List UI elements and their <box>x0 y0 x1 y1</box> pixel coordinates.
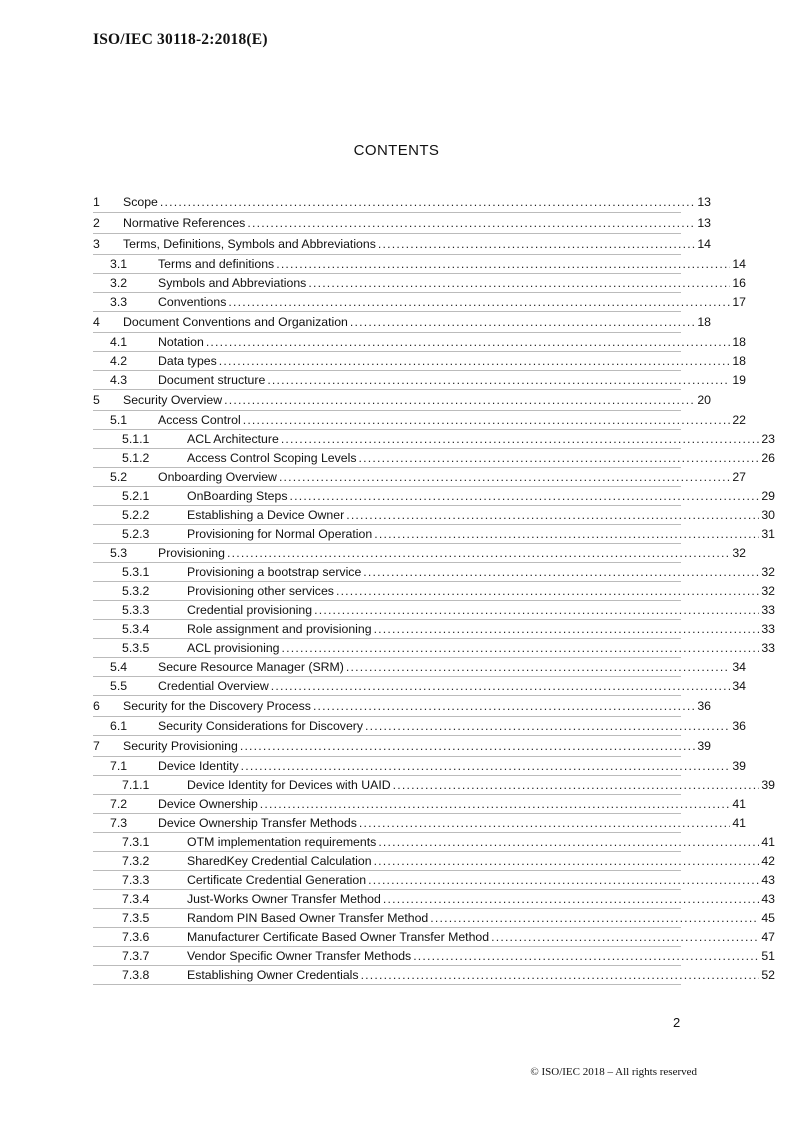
toc-entry-title: OnBoarding Steps <box>187 489 288 503</box>
dot-leader <box>313 696 695 716</box>
toc-entry-page: 18 <box>732 335 746 349</box>
dot-leader <box>276 255 730 274</box>
toc-entry-page: 32 <box>761 565 775 579</box>
toc-entry-page: 26 <box>761 451 775 465</box>
toc-entry-number: 5.3.3 <box>122 603 150 617</box>
toc-entry-title: Access Control <box>158 413 241 427</box>
toc-entry-number: 7.3.8 <box>122 968 150 982</box>
toc-entry-page: 13 <box>697 195 711 209</box>
dot-leader <box>290 487 760 506</box>
toc-entry-number: 7.3.7 <box>122 949 150 963</box>
toc-entry[interactable] <box>93 736 711 757</box>
toc-entry[interactable] <box>93 213 711 234</box>
toc-entry-page: 13 <box>697 216 711 230</box>
toc-entry-page: 36 <box>732 719 746 733</box>
toc-entry-page: 18 <box>697 315 711 329</box>
toc-entry-title: Data types <box>158 354 217 368</box>
toc-entry[interactable] <box>93 333 746 352</box>
toc-entry[interactable] <box>93 639 775 658</box>
toc-entry-title: Notation <box>158 335 204 349</box>
toc-entry-number: 7.1.1 <box>122 778 150 792</box>
contents-title: CONTENTS <box>353 142 440 159</box>
toc-entry-page: 17 <box>732 295 746 309</box>
toc-entry-number: 4.1 <box>110 335 128 349</box>
document-id: ISO/IEC 30118-2:2018(E) <box>93 31 268 48</box>
dot-leader <box>361 966 759 985</box>
toc-entry-number: 3 <box>93 237 100 251</box>
toc-entry-number: 5.4 <box>110 660 128 674</box>
dot-leader <box>271 677 730 696</box>
toc-entry[interactable] <box>93 677 746 696</box>
toc-entry[interactable] <box>93 814 746 833</box>
toc-entry-number: 5.2.1 <box>122 489 150 503</box>
toc-entry-page: 36 <box>697 699 711 713</box>
toc-entry-title: Security Considerations for Discovery <box>158 719 364 733</box>
toc-entry-number: 5.1.2 <box>122 451 150 465</box>
toc-entry-title: Random PIN Based Owner Transfer Method <box>187 911 429 925</box>
dot-leader <box>413 947 759 966</box>
toc-entry-number: 5.2 <box>110 470 128 484</box>
toc-entry[interactable] <box>93 582 775 601</box>
toc-entry-number: 3.2 <box>110 276 128 290</box>
toc-entry-number: 5.2.2 <box>122 508 150 522</box>
copyright-footer: © ISO/IEC 2018 – All rights reserved <box>530 1066 697 1078</box>
dot-leader <box>378 833 759 852</box>
toc-entry-title: Device Identity for Devices with UAID <box>187 778 391 792</box>
toc-entry-number: 6 <box>93 699 100 713</box>
dot-leader <box>374 852 759 871</box>
toc-entry[interactable] <box>93 696 711 717</box>
toc-entry-number: 5.5 <box>110 679 128 693</box>
toc-entry-page: 27 <box>732 470 746 484</box>
dot-leader <box>282 639 759 658</box>
toc-entry[interactable] <box>93 966 775 985</box>
toc-entry[interactable] <box>93 411 746 430</box>
toc-entry[interactable] <box>93 487 775 506</box>
toc-entry-number: 7.3.1 <box>122 835 150 849</box>
dot-leader <box>279 468 730 487</box>
toc-entry-number: 5 <box>93 393 100 407</box>
dot-leader <box>260 795 730 814</box>
toc-entry-page: 14 <box>697 237 711 251</box>
toc-entry[interactable] <box>93 757 746 776</box>
toc-entry-page: 33 <box>761 622 775 636</box>
toc-entry-page: 32 <box>761 584 775 598</box>
dot-leader <box>281 430 759 449</box>
toc-entry-title: Just-Works Owner Transfer Method <box>187 892 381 906</box>
toc-entry-title: Normative References <box>123 216 246 230</box>
toc-entry-number: 5.3.4 <box>122 622 150 636</box>
toc-entry-number: 4.3 <box>110 373 128 387</box>
toc-entry-page: 14 <box>732 257 746 271</box>
toc-entry-page: 52 <box>761 968 775 982</box>
toc-entry-title: SharedKey Credential Calculation <box>187 854 372 868</box>
toc-entry-title: Security Provisioning <box>123 739 238 753</box>
toc-entry-page: 41 <box>732 816 746 830</box>
toc-entry-page: 51 <box>761 949 775 963</box>
toc-entry-number: 5.3.5 <box>122 641 150 655</box>
toc-entry-number: 7.3.2 <box>122 854 150 868</box>
dot-leader <box>491 928 759 947</box>
toc-entry[interactable] <box>93 795 746 814</box>
dot-leader <box>393 776 759 795</box>
dot-leader <box>267 371 730 390</box>
dot-leader <box>247 213 695 233</box>
dot-leader <box>359 449 759 468</box>
toc-entry-title: Establishing Owner Credentials <box>187 968 359 982</box>
dot-leader <box>383 890 759 909</box>
dot-leader <box>241 757 730 776</box>
toc-entry-title: Manufacturer Certificate Based Owner Transfer Method <box>187 930 490 944</box>
dot-leader <box>243 411 730 430</box>
toc-entry-page: 32 <box>732 546 746 560</box>
toc-entry-page: 33 <box>761 603 775 617</box>
toc-entry[interactable] <box>93 658 746 677</box>
toc-entry-title: Provisioning <box>158 546 225 560</box>
toc-entry-number: 2 <box>93 216 100 230</box>
toc-entry-title: ACL Architecture <box>187 432 279 446</box>
dot-leader <box>314 601 759 620</box>
dot-leader <box>365 717 730 736</box>
toc-entry[interactable] <box>93 312 711 333</box>
toc-entry-page: 31 <box>761 527 775 541</box>
toc-entry-title: Onboarding Overview <box>158 470 277 484</box>
toc-entry[interactable] <box>93 390 711 411</box>
toc-entry[interactable] <box>93 620 775 639</box>
toc-entry[interactable] <box>93 890 775 909</box>
toc-entry[interactable] <box>93 563 775 582</box>
toc-entry[interactable] <box>93 371 746 390</box>
toc-entry-title: Document structure <box>158 373 266 387</box>
toc-entry-page: 42 <box>761 854 775 868</box>
toc-entry[interactable] <box>93 717 746 736</box>
toc-entry-page: 39 <box>761 778 775 792</box>
toc-entry-number: 5.3.1 <box>122 565 150 579</box>
toc-entry-title: Credential Overview <box>158 679 269 693</box>
toc-entry-title: Device Identity <box>158 759 239 773</box>
dot-leader <box>228 293 730 312</box>
toc-entry-number: 5.3.2 <box>122 584 150 598</box>
table-of-contents <box>93 192 775 985</box>
toc-entry-page: 29 <box>761 489 775 503</box>
toc-entry-title: Access Control Scoping Levels <box>187 451 357 465</box>
toc-entry-title: Vendor Specific Owner Transfer Methods <box>187 949 412 963</box>
toc-entry[interactable] <box>93 928 775 947</box>
toc-entry-title: Security for the Discovery Process <box>123 699 311 713</box>
toc-entry[interactable] <box>93 255 746 274</box>
toc-entry-number: 5.1 <box>110 413 128 427</box>
toc-entry-number: 7.3 <box>110 816 128 830</box>
toc-entry[interactable] <box>93 506 775 525</box>
dot-leader <box>374 620 759 639</box>
toc-entry-title: Document Conventions and Organization <box>123 315 348 329</box>
toc-entry-title: Scope <box>123 195 158 209</box>
toc-entry-page: 33 <box>761 641 775 655</box>
toc-entry-title: Security Overview <box>123 393 223 407</box>
toc-entry-title: Credential provisioning <box>187 603 313 617</box>
dot-leader <box>206 333 730 352</box>
toc-entry[interactable] <box>93 833 775 852</box>
toc-entry-page: 43 <box>761 892 775 906</box>
toc-entry-title: Device Ownership Transfer Methods <box>158 816 357 830</box>
toc-entry-number: 3.3 <box>110 295 128 309</box>
dot-leader <box>227 544 730 563</box>
toc-entry-number: 7.3.6 <box>122 930 150 944</box>
toc-entry-title: Conventions <box>158 295 227 309</box>
toc-entry-number: 7.3.3 <box>122 873 150 887</box>
toc-entry[interactable] <box>93 352 746 371</box>
dot-leader <box>160 192 695 212</box>
toc-entry-number: 7.2 <box>110 797 128 811</box>
toc-entry-number: 6.1 <box>110 719 128 733</box>
toc-entry-title: Secure Resource Manager (SRM) <box>158 660 344 674</box>
toc-entry[interactable] <box>93 468 746 487</box>
toc-entry-number: 5.2.3 <box>122 527 150 541</box>
dot-leader <box>378 234 695 254</box>
toc-entry-title: Provisioning for Normal Operation <box>187 527 373 541</box>
toc-entry-number: 1 <box>93 195 100 209</box>
dot-leader <box>430 909 759 928</box>
toc-entry-title: Terms and definitions <box>158 257 275 271</box>
toc-entry-number: 3.1 <box>110 257 128 271</box>
dot-leader <box>368 871 759 890</box>
toc-entry-page: 34 <box>732 679 746 693</box>
toc-entry-title: ACL provisioning <box>187 641 280 655</box>
dot-leader <box>336 582 759 601</box>
toc-entry[interactable] <box>93 776 775 795</box>
dot-leader <box>308 274 730 293</box>
toc-entry-number: 5.3 <box>110 546 128 560</box>
dot-leader <box>346 506 759 525</box>
dot-leader <box>374 525 759 544</box>
dot-leader <box>240 736 695 756</box>
toc-entry-number: 4.2 <box>110 354 128 368</box>
toc-entry[interactable] <box>93 293 746 312</box>
toc-entry-page: 41 <box>761 835 775 849</box>
dot-leader <box>363 563 759 582</box>
dot-leader <box>359 814 730 833</box>
toc-entry[interactable] <box>93 871 775 890</box>
toc-entry-number: 7.3.4 <box>122 892 150 906</box>
toc-entry-page: 19 <box>732 373 746 387</box>
toc-entry-title: Provisioning a bootstrap service <box>187 565 362 579</box>
toc-entry[interactable] <box>93 947 775 966</box>
toc-entry-page: 47 <box>761 930 775 944</box>
dot-leader <box>219 352 730 371</box>
toc-entry-page: 18 <box>732 354 746 368</box>
toc-entry-page: 34 <box>732 660 746 674</box>
toc-entry-page: 43 <box>761 873 775 887</box>
toc-entry-title: Role assignment and provisioning <box>187 622 372 636</box>
toc-entry-title: Provisioning other services <box>187 584 334 598</box>
toc-entry-number: 7.1 <box>110 759 128 773</box>
toc-entry-title: Symbols and Abbreviations <box>158 276 307 290</box>
toc-entry[interactable] <box>93 430 775 449</box>
dot-leader <box>350 312 695 332</box>
toc-entry-page: 23 <box>761 432 775 446</box>
toc-entry-page: 39 <box>732 759 746 773</box>
page-number: 2 <box>673 1015 681 1030</box>
toc-entry[interactable] <box>93 192 711 213</box>
toc-entry-title: Establishing a Device Owner <box>187 508 345 522</box>
toc-entry-page: 30 <box>761 508 775 522</box>
toc-entry-page: 16 <box>732 276 746 290</box>
toc-entry-number: 7.3.5 <box>122 911 150 925</box>
dot-leader <box>346 658 730 677</box>
toc-entry[interactable] <box>93 449 775 468</box>
toc-entry-page: 41 <box>732 797 746 811</box>
toc-entry-page: 22 <box>732 413 746 427</box>
toc-entry[interactable] <box>93 852 775 871</box>
toc-entry-title: Terms, Definitions, Symbols and Abbreviations <box>123 237 376 251</box>
toc-entry-title: Device Ownership <box>158 797 258 811</box>
toc-entry-page: 39 <box>697 739 711 753</box>
toc-entry[interactable] <box>93 274 746 293</box>
toc-entry-page: 45 <box>761 911 775 925</box>
toc-entry-title: Certificate Credential Generation <box>187 873 367 887</box>
dot-leader <box>224 390 695 410</box>
toc-entry-page: 20 <box>697 393 711 407</box>
toc-entry[interactable] <box>93 601 775 620</box>
toc-entry[interactable] <box>93 234 711 255</box>
toc-entry[interactable] <box>93 544 746 563</box>
toc-entry[interactable] <box>93 909 775 928</box>
toc-entry-number: 4 <box>93 315 100 329</box>
toc-entry-title: OTM implementation requirements <box>187 835 377 849</box>
toc-entry[interactable] <box>93 525 775 544</box>
toc-entry-number: 5.1.1 <box>122 432 150 446</box>
toc-entry-number: 7 <box>93 739 100 753</box>
